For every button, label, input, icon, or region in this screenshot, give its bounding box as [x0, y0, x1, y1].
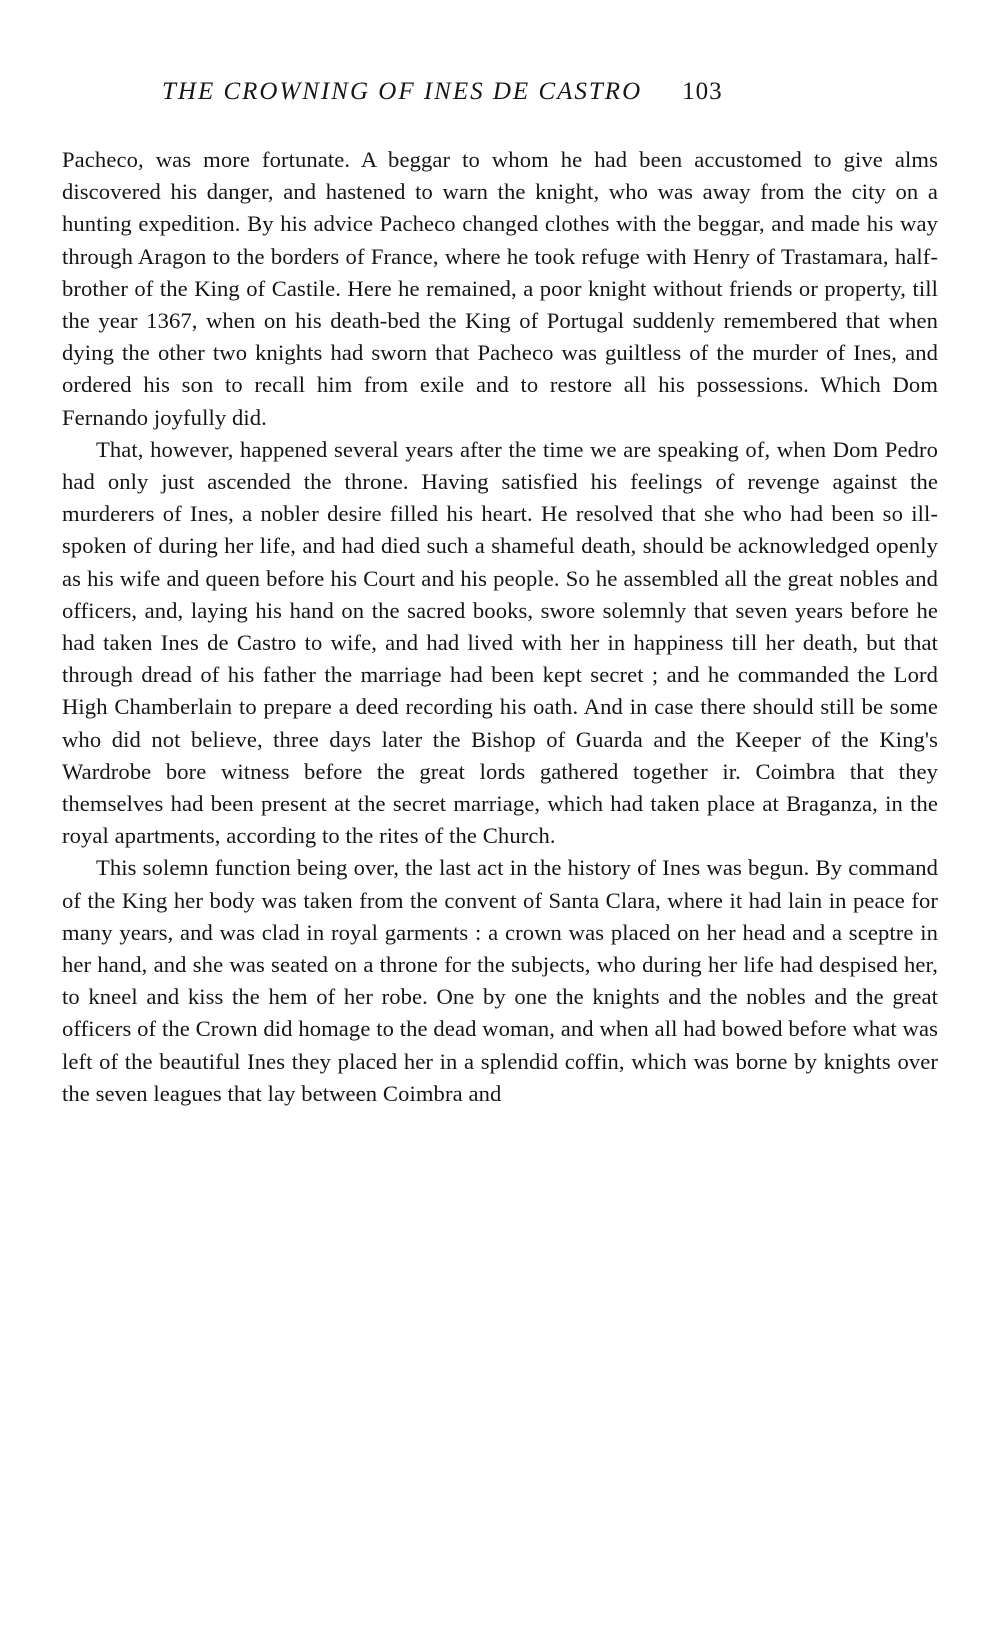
page-number: 103: [682, 78, 723, 105]
paragraph: Pacheco, was more fortunate. A beggar to whom he had been accustomed to give alms discovered his danger, and hastened to warn the knight, who was away from the city on a hunting expedition. By his advice Pacheco changed clothes with the beggar, and made his way through Aragon to the borders of France, where he took refuge with Henry of Trastamara, half-brother of the King of Castile. Here he remained, a poor knight without friends or property, till the year 1367, when on his death-bed the King of Portugal suddenly remembered that when dying the other two knights had sworn that Pacheco was guiltless of the murder of Ines, and ordered his son to recall him from exile and to restore all his possessions. Which Dom Fernando joyfully did.: [62, 147, 938, 430]
paragraph: This solemn function being over, the last act in the history of Ines was begun. By command of the King her body was taken from the convent of Santa Clara, where it had lain in peace for many years, and was clad in royal garments : a crown was placed on her head and a sceptre in her hand, and she was seated on a throne for the subjects, who during her life had despised her, to kneel and kiss the hem of her robe. One by one the knights and the nobles and the great officers of the Crown did homage to the dead woman, and when all had bowed before what was left of the beautiful Ines they placed her in a splendid coffin, which was borne by knights over the seven leagues that lay between Coimbra and: [62, 855, 938, 1106]
paragraph: That, however, happened several years after the time we are speaking of, when Dom Pedro had only just ascended the throne. Having satisfied his feelings of revenge against the murderers of Ines, a nobler desire filled his heart. He resolved that she who had been so ill-spoken of during her life, and had died such a shameful death, should be acknowledged openly as his wife and queen before his Court and his people. So he assembled all the great nobles and officers, and, laying his hand on the sacred books, swore solemnly that seven years before he had taken Ines de Castro to wife, and had lived with her in happiness till her death, but that through dread of his father the marriage had been kept secret ; and he commanded the Lord High Chamberlain to prepare a deed recording his oath. And in case there should still be some who did not believe, three days later the Bishop of Guarda and the Keeper of the King's Wardrobe bore witness before the great lords gathered together ir. Coimbra that they themselves had been present at the secret marriage, which had taken place at Braganza, in the royal apartments, according to the rites of the Church.: [62, 436, 938, 849]
body-text: [62, 144, 938, 1110]
page-header: [62, 78, 938, 106]
running-title: THE CROWNING OF INES DE CASTRO: [162, 78, 643, 105]
